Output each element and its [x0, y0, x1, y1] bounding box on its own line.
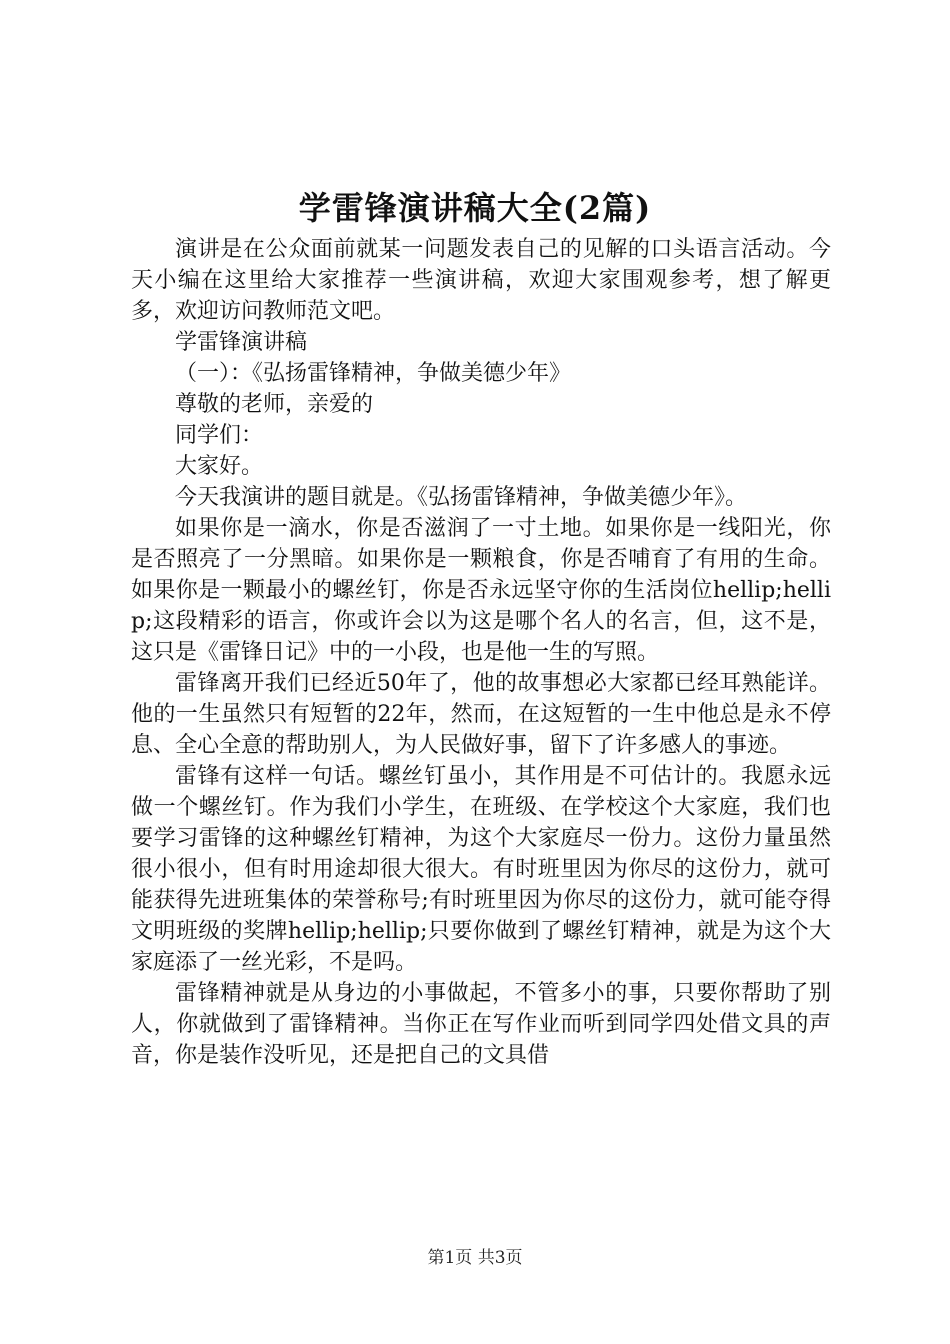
section-title: （一）：《弘扬雷锋精神，争做美德少年》 [175, 361, 572, 386]
subheading: 学雷锋演讲稿 [175, 330, 308, 355]
page-footer: 第1页 共3页 [427, 1248, 523, 1268]
body-paragraph: 雷锋有这样一句话。螺丝钉虽小，其作用是不可估计的。我愿永远做一个螺丝钉。作为我们小学生，在班级、在学校这个大家庭，我们也要学习雷锋的这种螺丝钉精神，为这个大家庭尽一份力。这份力量虽然很小很小，但有时用途却很大很大。有时班里因为你尽的这份力，就可能获得先进班集体的荣誉称号;有时班里因为你尽的这份力，就可能夺得文明班级的奖牌hellip;hellip;只要你做到了螺丝钉精神，就是为这个大家庭添了一丝光彩，不是吗。 [131, 764, 831, 975]
document-title: 学雷锋演讲稿大全(2篇) [298, 189, 652, 227]
greeting: 大家好。 [175, 454, 264, 479]
body-paragraph: 今天我演讲的题目就是。《弘扬雷锋精神，争做美德少年》。 [175, 485, 748, 510]
document-body [131, 234, 831, 1071]
salutation-line-2: 同学们： [175, 423, 264, 448]
salutation-line-1: 尊敬的老师，亲爱的 [175, 392, 374, 417]
body-paragraph: 如果你是一滴水，你是否滋润了一寸土地。如果你是一线阳光，你是否照亮了一分黑暗。如果你是一颗粮食，你是否哺育了有用的生命。如果你是一颗最小的螺丝钉，你是否永远坚守你的生活岗位hellip;hellip;这段精彩的语言，你或许会以为这是哪个名人的名言，但，这不是，这只是《雷锋日记》中的一小段，也是他一生的写照。 [131, 516, 831, 665]
intro-paragraph: 演讲是在公众面前就某一问题发表自己的见解的口头语言活动。今天小编在这里给大家推荐一些演讲稿，欢迎大家围观参考，想了解更多，欢迎访问教师范文吧。 [131, 237, 831, 324]
body-paragraph: 雷锋离开我们已经近50年了，他的故事想必大家都已经耳熟能详。他的一生虽然只有短暂的22年，然而，在这短暂的一生中他总是永不停息、全心全意的帮助别人，为人民做好事，留下了许多感人的事迹。 [131, 671, 831, 758]
body-paragraph: 雷锋精神就是从身边的小事做起，不管多小的事，只要你帮助了别人，你就做到了雷锋精神。当你正在写作业而听到同学四处借文具的声音，你是装作没听见，还是把自己的文具借 [131, 981, 831, 1068]
